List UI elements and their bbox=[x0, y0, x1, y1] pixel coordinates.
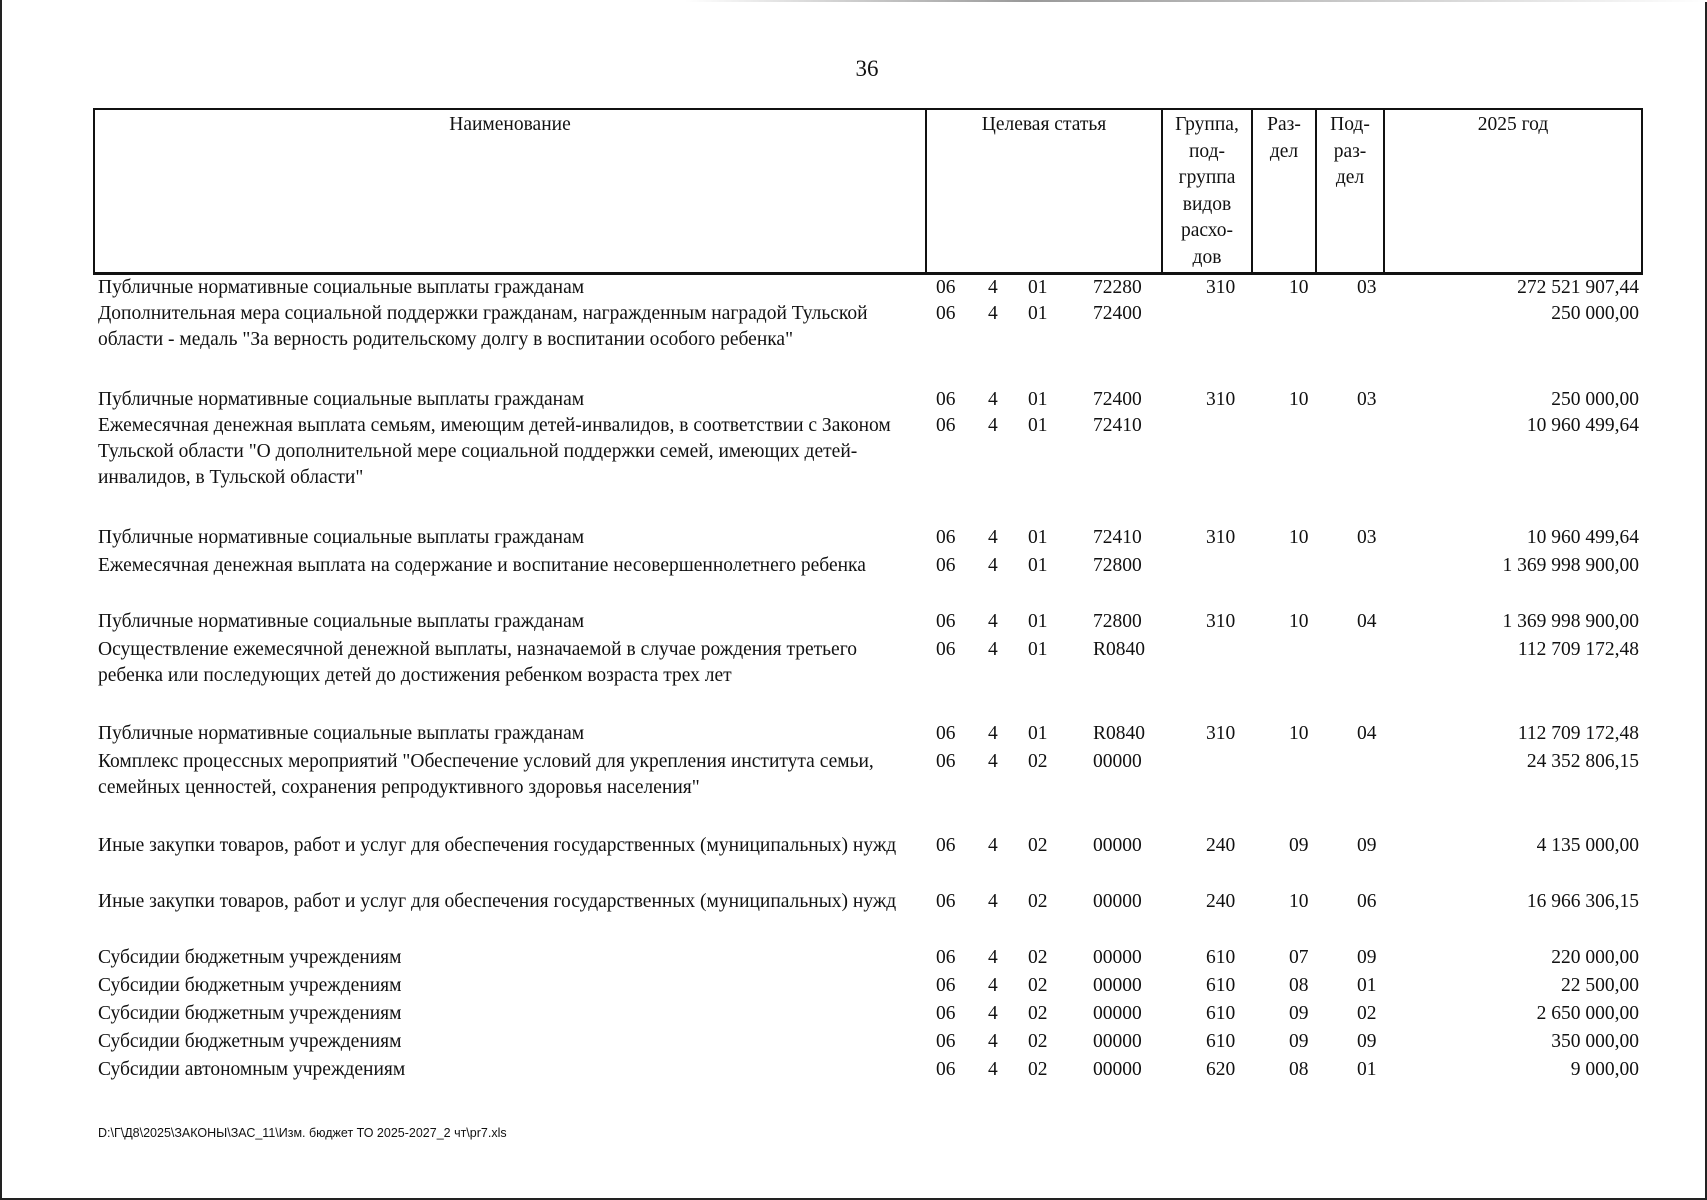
row-name: Ежемесячная денежная выплата на содержание и воспитание несовершеннолетнего ребенка bbox=[98, 555, 866, 576]
header-year: 2025 год bbox=[1383, 110, 1641, 272]
header-group-line: группа bbox=[1178, 167, 1236, 188]
header-group-line: дов bbox=[1192, 246, 1222, 268]
row-program-code: 06 bbox=[936, 527, 956, 548]
row-name: Публичные нормативные социальные выплаты гражданам bbox=[98, 723, 585, 744]
row-main-event-code: 01 bbox=[1028, 555, 1048, 576]
row-razdel: 10 bbox=[1289, 277, 1309, 298]
row-amount: 2 650 000,00 bbox=[1536, 1003, 1639, 1024]
row-subprogram-code: 4 bbox=[988, 555, 998, 576]
row-program-code: 06 bbox=[936, 1031, 956, 1052]
row-expense-group: 610 bbox=[1206, 947, 1236, 968]
row-subprogram-code: 4 bbox=[988, 611, 998, 632]
header-name: Наименование bbox=[449, 114, 571, 135]
row-expense-group: 610 bbox=[1206, 1031, 1236, 1052]
row-name: Осуществление ежемесячной денежной выплаты, назначаемой в случае рождения третьего ребенка или последующих детей до достижения ребенком возраста трех лет bbox=[98, 639, 857, 686]
row-main-event-code: 01 bbox=[1028, 611, 1048, 632]
row-main-event-code: 02 bbox=[1028, 835, 1048, 856]
row-main-event-code: 01 bbox=[1028, 639, 1048, 660]
row-razdel: 10 bbox=[1289, 389, 1309, 410]
header-group-line: видов bbox=[1182, 193, 1232, 215]
row-name: Ежемесячная денежная выплата семьям, имеющим детей-инвалидов, в соответствии с Законом Тульской области "О дополнительной мере социальной поддержки семей, имеющих детей-инвалидов, в Тульской области" bbox=[98, 415, 891, 488]
row-main-event-code: 02 bbox=[1028, 891, 1048, 912]
row-direction-code: 72800 bbox=[1093, 611, 1142, 632]
row-expense-group: 610 bbox=[1206, 975, 1236, 996]
table-row bbox=[93, 749, 1643, 833]
header-target-article: Целевая статья bbox=[925, 110, 1161, 272]
row-amount: 220 000,00 bbox=[1551, 947, 1639, 968]
row-name: Публичные нормативные социальные выплаты гражданам bbox=[98, 611, 585, 632]
row-podrazdel: 09 bbox=[1357, 947, 1377, 968]
row-direction-code: 00000 bbox=[1093, 1003, 1142, 1024]
table-row bbox=[93, 525, 1643, 553]
row-expense-group: 240 bbox=[1206, 891, 1236, 912]
row-amount: 16 966 306,15 bbox=[1526, 891, 1639, 912]
row-amount: 4 135 000,00 bbox=[1536, 835, 1639, 856]
row-expense-group: 310 bbox=[1206, 527, 1236, 548]
row-direction-code: 72410 bbox=[1093, 527, 1142, 548]
row-subprogram-code: 4 bbox=[988, 975, 998, 996]
header-group-line: под- bbox=[1188, 140, 1226, 162]
table-row bbox=[93, 637, 1643, 721]
table-row bbox=[93, 721, 1643, 749]
table-row bbox=[93, 833, 1643, 889]
row-main-event-code: 02 bbox=[1028, 1059, 1048, 1080]
row-subprogram-code: 4 bbox=[988, 891, 998, 912]
row-main-event-code: 02 bbox=[1028, 947, 1048, 968]
row-direction-code: 00000 bbox=[1093, 751, 1142, 772]
row-amount: 250 000,00 bbox=[1551, 389, 1639, 410]
row-direction-code: 72400 bbox=[1093, 389, 1142, 410]
row-razdel: 09 bbox=[1289, 1003, 1309, 1024]
row-amount: 250 000,00 bbox=[1551, 303, 1639, 324]
row-main-event-code: 01 bbox=[1028, 415, 1048, 436]
table-row bbox=[93, 609, 1643, 637]
row-direction-code: 00000 bbox=[1093, 891, 1142, 912]
row-podrazdel: 06 bbox=[1357, 891, 1377, 912]
row-expense-group: 310 bbox=[1206, 277, 1236, 298]
row-amount: 350 000,00 bbox=[1551, 1031, 1639, 1052]
row-subprogram-code: 4 bbox=[988, 303, 998, 324]
row-amount: 112 709 172,48 bbox=[1517, 639, 1639, 660]
row-program-code: 06 bbox=[936, 835, 956, 856]
row-main-event-code: 01 bbox=[1028, 303, 1048, 324]
row-subprogram-code: 4 bbox=[988, 639, 998, 660]
row-podrazdel: 04 bbox=[1357, 723, 1377, 744]
row-expense-group: 310 bbox=[1206, 389, 1236, 410]
row-name: Комплекс процессных мероприятий "Обеспечение условий для укрепления института семьи, семейных ценностей, сохранения репродуктивного здоровья населения" bbox=[98, 751, 874, 798]
row-razdel: 08 bbox=[1289, 975, 1309, 996]
row-amount: 1 369 998 900,00 bbox=[1502, 611, 1639, 632]
row-name: Субсидии бюджетным учреждениям bbox=[98, 975, 402, 996]
row-name: Субсидии бюджетным учреждениям bbox=[98, 1031, 402, 1052]
row-amount: 272 521 907,44 bbox=[1517, 277, 1639, 298]
row-main-event-code: 02 bbox=[1028, 751, 1048, 772]
table-row bbox=[93, 275, 1643, 301]
header-podrazdel-line: дел bbox=[1335, 167, 1365, 188]
row-main-event-code: 01 bbox=[1028, 277, 1048, 298]
row-subprogram-code: 4 bbox=[988, 723, 998, 744]
row-main-event-code: 01 bbox=[1028, 527, 1048, 548]
row-subprogram-code: 4 bbox=[988, 389, 998, 410]
row-direction-code: R0840 bbox=[1093, 639, 1146, 660]
row-program-code: 06 bbox=[936, 303, 956, 324]
row-direction-code: 72800 bbox=[1093, 555, 1142, 576]
row-expense-group: 610 bbox=[1206, 1003, 1236, 1024]
row-program-code: 06 bbox=[936, 1059, 956, 1080]
row-subprogram-code: 4 bbox=[988, 1059, 998, 1080]
row-amount: 9 000,00 bbox=[1570, 1059, 1639, 1080]
row-main-event-code: 02 bbox=[1028, 1003, 1048, 1024]
row-direction-code: 00000 bbox=[1093, 975, 1142, 996]
header-expense-group bbox=[1161, 110, 1251, 272]
row-name: Субсидии бюджетным учреждениям bbox=[98, 947, 402, 968]
row-name: Публичные нормативные социальные выплаты гражданам bbox=[98, 389, 585, 410]
row-main-event-code: 02 bbox=[1028, 975, 1048, 996]
row-program-code: 06 bbox=[936, 277, 956, 298]
row-direction-code: 00000 bbox=[1093, 1059, 1142, 1080]
row-podrazdel: 03 bbox=[1357, 277, 1377, 298]
table-row bbox=[93, 1057, 1643, 1085]
row-direction-code: 72400 bbox=[1093, 303, 1142, 324]
row-podrazdel: 09 bbox=[1357, 1031, 1377, 1052]
header-podrazdel bbox=[1315, 110, 1383, 272]
row-name: Публичные нормативные социальные выплаты гражданам bbox=[98, 527, 585, 548]
row-main-event-code: 01 bbox=[1028, 723, 1048, 744]
row-podrazdel: 01 bbox=[1357, 1059, 1377, 1080]
row-razdel: 10 bbox=[1289, 723, 1309, 744]
row-direction-code: 00000 bbox=[1093, 947, 1142, 968]
table-header bbox=[93, 108, 1643, 275]
row-name: Иные закупки товаров, работ и услуг для обеспечения государственных (муниципальных) нужд bbox=[98, 835, 897, 856]
row-direction-code: 72410 bbox=[1093, 415, 1142, 436]
row-podrazdel: 01 bbox=[1357, 975, 1377, 996]
table-row bbox=[93, 945, 1643, 973]
row-podrazdel: 04 bbox=[1357, 611, 1377, 632]
scan-edge bbox=[2, 0, 1707, 2]
row-program-code: 06 bbox=[936, 891, 956, 912]
row-expense-group: 310 bbox=[1206, 611, 1236, 632]
row-razdel: 10 bbox=[1289, 611, 1309, 632]
row-name: Субсидии бюджетным учреждениям bbox=[98, 1003, 402, 1024]
row-program-code: 06 bbox=[936, 389, 956, 410]
row-main-event-code: 01 bbox=[1028, 389, 1048, 410]
row-program-code: 06 bbox=[936, 751, 956, 772]
row-program-code: 06 bbox=[936, 1003, 956, 1024]
page-number: 36 bbox=[855, 56, 879, 81]
row-podrazdel: 03 bbox=[1357, 527, 1377, 548]
row-amount: 24 352 806,15 bbox=[1526, 751, 1639, 772]
row-subprogram-code: 4 bbox=[988, 1031, 998, 1052]
row-amount: 22 500,00 bbox=[1561, 975, 1639, 996]
header-group-line: расхо- bbox=[1180, 220, 1234, 241]
row-name: Дополнительная мера социальной поддержки гражданам, награжденным наградой Тульской области - медаль "За верность родительскому долгу в воспитании особого ребенка" bbox=[98, 303, 868, 350]
row-program-code: 06 bbox=[936, 723, 956, 744]
row-expense-group: 620 bbox=[1206, 1059, 1236, 1080]
row-program-code: 06 bbox=[936, 639, 956, 660]
row-direction-code: 72280 bbox=[1093, 277, 1142, 298]
table-row bbox=[93, 889, 1643, 945]
row-direction-code: R0840 bbox=[1093, 723, 1146, 744]
row-name: Иные закупки товаров, работ и услуг для обеспечения государственных (муниципальных) нужд bbox=[98, 891, 897, 912]
row-program-code: 06 bbox=[936, 975, 956, 996]
row-direction-code: 00000 bbox=[1093, 1031, 1142, 1052]
row-program-code: 06 bbox=[936, 947, 956, 968]
row-name: Субсидии автономным учреждениям bbox=[98, 1059, 406, 1080]
header-podrazdel-line: Под- bbox=[1330, 114, 1370, 135]
row-subprogram-code: 4 bbox=[988, 415, 998, 436]
row-subprogram-code: 4 bbox=[988, 277, 998, 298]
row-program-code: 06 bbox=[936, 415, 956, 436]
row-razdel: 07 bbox=[1289, 947, 1309, 968]
row-subprogram-code: 4 bbox=[988, 835, 998, 856]
row-podrazdel: 02 bbox=[1357, 1003, 1377, 1024]
row-amount: 112 709 172,48 bbox=[1517, 723, 1639, 744]
table-row bbox=[93, 413, 1643, 525]
row-subprogram-code: 4 bbox=[988, 947, 998, 968]
row-razdel: 10 bbox=[1289, 891, 1309, 912]
table-row bbox=[93, 1001, 1643, 1029]
header-razdel bbox=[1251, 110, 1315, 272]
row-razdel: 09 bbox=[1289, 1031, 1309, 1052]
row-expense-group: 310 bbox=[1206, 723, 1236, 744]
row-program-code: 06 bbox=[936, 555, 956, 576]
table-row bbox=[93, 1029, 1643, 1057]
row-program-code: 06 bbox=[936, 611, 956, 632]
row-amount: 10 960 499,64 bbox=[1526, 527, 1639, 548]
header-razdel-line: Раз- bbox=[1267, 114, 1301, 135]
row-subprogram-code: 4 bbox=[988, 1003, 998, 1024]
budget-table bbox=[93, 108, 1643, 1085]
table-row bbox=[93, 973, 1643, 1001]
row-subprogram-code: 4 bbox=[988, 527, 998, 548]
table-row bbox=[93, 553, 1643, 609]
row-name: Публичные нормативные социальные выплаты гражданам bbox=[98, 277, 585, 298]
row-podrazdel: 09 bbox=[1357, 835, 1377, 856]
row-subprogram-code: 4 bbox=[988, 751, 998, 772]
row-razdel: 09 bbox=[1289, 835, 1309, 856]
row-podrazdel: 03 bbox=[1357, 389, 1377, 410]
row-direction-code: 00000 bbox=[1093, 835, 1142, 856]
header-podrazdel-line: раз- bbox=[1333, 140, 1367, 162]
row-main-event-code: 02 bbox=[1028, 1031, 1048, 1052]
table-row bbox=[93, 387, 1643, 413]
row-razdel: 10 bbox=[1289, 527, 1309, 548]
table-row bbox=[93, 301, 1643, 387]
row-amount: 10 960 499,64 bbox=[1526, 415, 1639, 436]
header-razdel-line: дел bbox=[1269, 140, 1299, 162]
row-razdel: 08 bbox=[1289, 1059, 1309, 1080]
row-amount: 1 369 998 900,00 bbox=[1502, 555, 1639, 576]
row-expense-group: 240 bbox=[1206, 835, 1236, 856]
header-group-line: Группа, bbox=[1175, 114, 1239, 135]
table-body bbox=[93, 275, 1643, 1085]
file-path-footer: D:\Г\Д8\2025\ЗАКОНЫ\ЗАС_11\Изм. бюджет ТО 2025-2027_2 чт\pr7.xls bbox=[98, 1126, 507, 1140]
